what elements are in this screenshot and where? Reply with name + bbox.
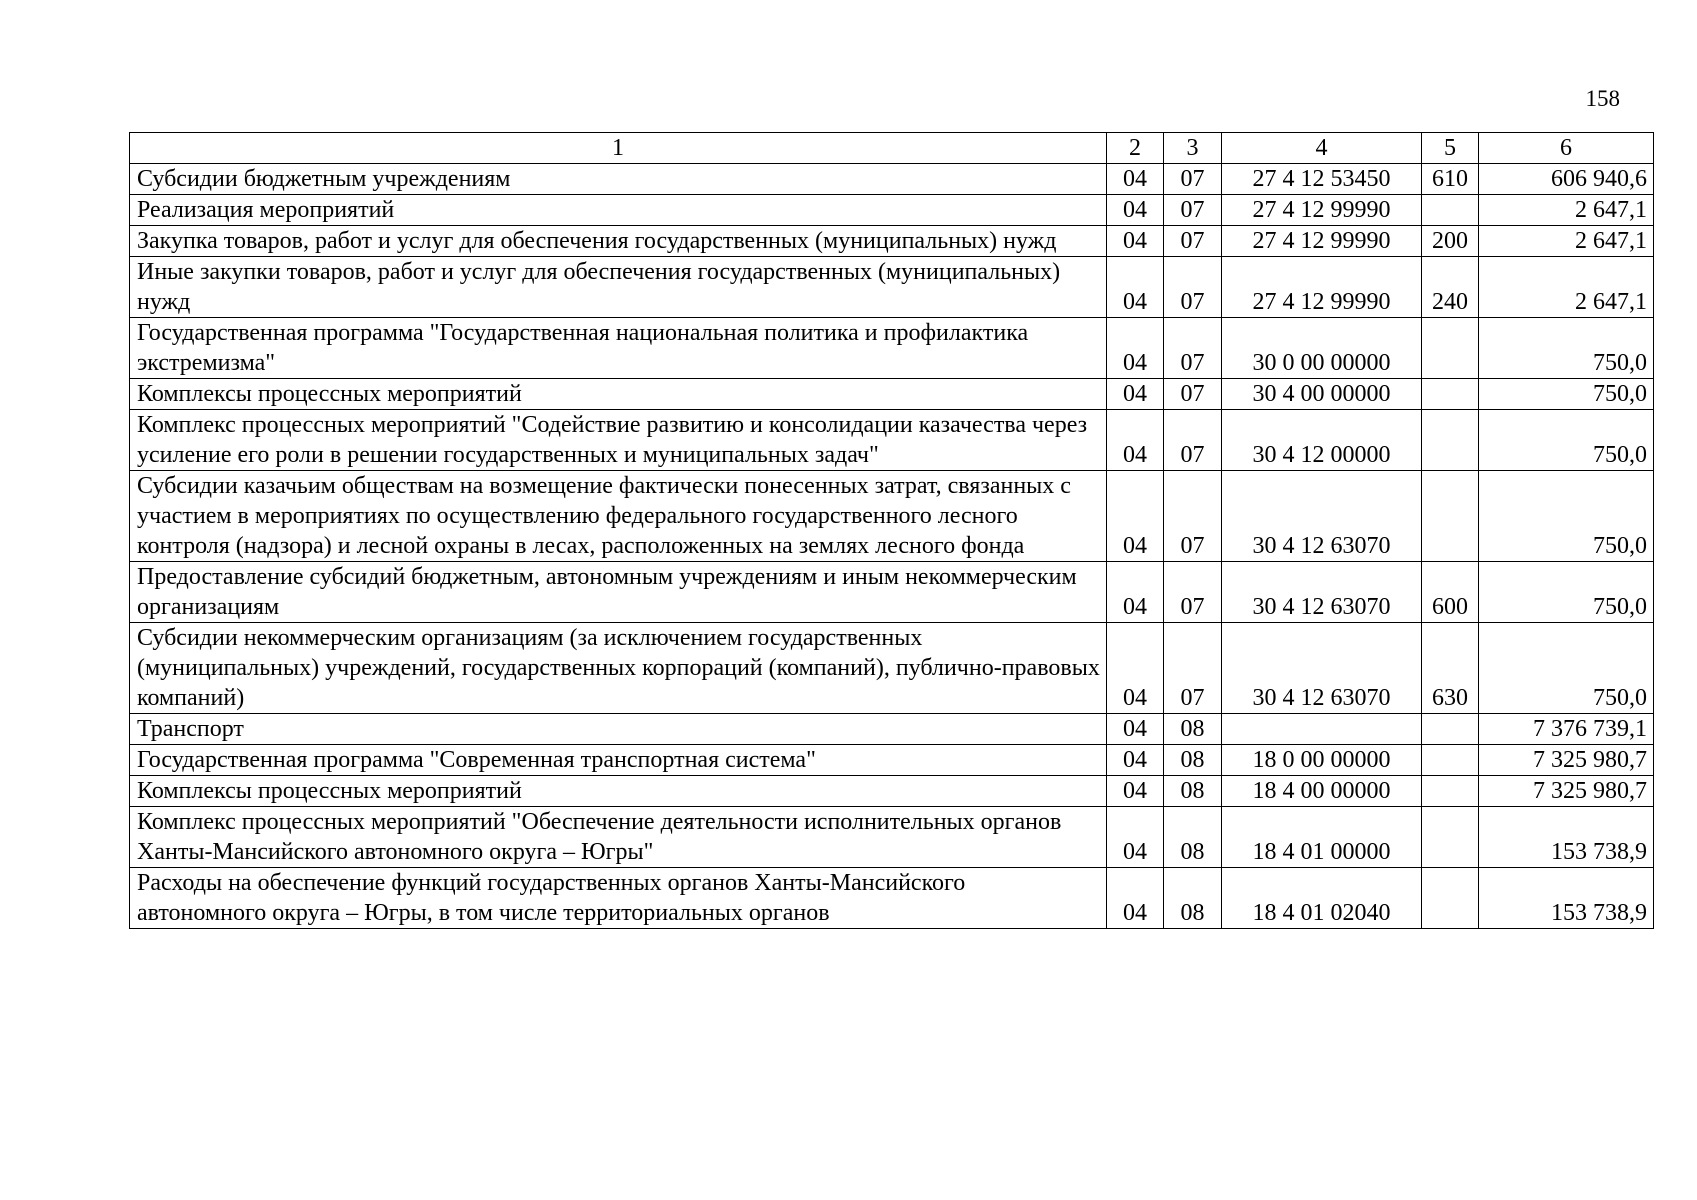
table-row [130, 318, 1654, 379]
target-code-cell: 30 4 00 00000 [1222, 379, 1422, 410]
expense-type-cell [1422, 379, 1479, 410]
section-code-cell: 04 [1107, 471, 1164, 562]
table-row [130, 257, 1654, 318]
column-header: 4 [1222, 133, 1422, 164]
budget-table [129, 132, 1654, 929]
subsection-code-cell: 08 [1164, 745, 1222, 776]
subsection-code-cell: 08 [1164, 714, 1222, 745]
expense-type-cell: 600 [1422, 562, 1479, 623]
section-code-cell: 04 [1107, 868, 1164, 929]
column-header: 6 [1479, 133, 1654, 164]
expense-type-cell [1422, 318, 1479, 379]
amount-cell: 153 738,9 [1479, 807, 1654, 868]
target-code-cell: 27 4 12 99990 [1222, 195, 1422, 226]
target-code-cell: 18 4 01 00000 [1222, 807, 1422, 868]
expense-name-cell: Комплексы процессных мероприятий [130, 776, 1107, 807]
expense-type-cell: 240 [1422, 257, 1479, 318]
amount-cell: 153 738,9 [1479, 868, 1654, 929]
target-code-cell: 18 0 00 00000 [1222, 745, 1422, 776]
target-code-cell: 27 4 12 99990 [1222, 226, 1422, 257]
section-code-cell: 04 [1107, 714, 1164, 745]
expense-name-cell: Субсидии бюджетным учреждениям [130, 164, 1107, 195]
expense-type-cell [1422, 714, 1479, 745]
amount-cell: 2 647,1 [1479, 257, 1654, 318]
subsection-code-cell: 07 [1164, 195, 1222, 226]
table-row [130, 623, 1654, 714]
expense-name-cell: Государственная программа "Современная транспортная система" [130, 745, 1107, 776]
expense-name-cell: Комплекс процессных мероприятий "Обеспечение деятельности исполнительных органов Ханты-Мансийского автономного округа – Югры" [130, 807, 1107, 868]
expense-name-cell: Транспорт [130, 714, 1107, 745]
section-code-cell: 04 [1107, 807, 1164, 868]
subsection-code-cell: 07 [1164, 379, 1222, 410]
section-code-cell: 04 [1107, 379, 1164, 410]
expense-name-cell: Субсидии некоммерческим организациям (за исключением государственных (муниципальных) учреждений, государственных корпораций (компаний), публично-правовых компаний) [130, 623, 1107, 714]
target-code-cell: 27 4 12 53450 [1222, 164, 1422, 195]
subsection-code-cell: 07 [1164, 164, 1222, 195]
expense-type-cell: 630 [1422, 623, 1479, 714]
column-header: 3 [1164, 133, 1222, 164]
table-row [130, 379, 1654, 410]
expense-type-cell [1422, 807, 1479, 868]
table-row [130, 195, 1654, 226]
subsection-code-cell: 07 [1164, 226, 1222, 257]
section-code-cell: 04 [1107, 318, 1164, 379]
target-code-cell: 30 4 12 63070 [1222, 471, 1422, 562]
expense-type-cell [1422, 195, 1479, 226]
expense-name-cell: Реализация мероприятий [130, 195, 1107, 226]
subsection-code-cell: 07 [1164, 318, 1222, 379]
section-code-cell: 04 [1107, 226, 1164, 257]
expense-name-cell: Закупка товаров, работ и услуг для обеспечения государственных (муниципальных) нужд [130, 226, 1107, 257]
subsection-code-cell: 08 [1164, 776, 1222, 807]
target-code-cell: 30 4 12 63070 [1222, 623, 1422, 714]
section-code-cell: 04 [1107, 195, 1164, 226]
expense-type-cell [1422, 410, 1479, 471]
section-code-cell: 04 [1107, 410, 1164, 471]
target-code-cell: 30 4 12 63070 [1222, 562, 1422, 623]
amount-cell: 750,0 [1479, 562, 1654, 623]
column-header: 2 [1107, 133, 1164, 164]
expense-name-cell: Комплексы процессных мероприятий [130, 379, 1107, 410]
target-code-cell: 18 4 00 00000 [1222, 776, 1422, 807]
target-code-cell [1222, 714, 1422, 745]
expense-name-cell: Иные закупки товаров, работ и услуг для обеспечения государственных (муниципальных) нужд [130, 257, 1107, 318]
table-row [130, 562, 1654, 623]
expense-name-cell: Расходы на обеспечение функций государственных органов Ханты-Мансийского автономного округа – Югры, в том числе территориальных органов [130, 868, 1107, 929]
expense-name-cell: Предоставление субсидий бюджетным, автономным учреждениям и иным некоммерческим организациям [130, 562, 1107, 623]
target-code-cell: 27 4 12 99990 [1222, 257, 1422, 318]
amount-cell: 750,0 [1479, 379, 1654, 410]
section-code-cell: 04 [1107, 562, 1164, 623]
section-code-cell: 04 [1107, 257, 1164, 318]
amount-cell: 750,0 [1479, 623, 1654, 714]
table-row [130, 868, 1654, 929]
section-code-cell: 04 [1107, 164, 1164, 195]
table-body [130, 164, 1654, 929]
target-code-cell: 30 4 12 00000 [1222, 410, 1422, 471]
subsection-code-cell: 08 [1164, 807, 1222, 868]
expense-type-cell [1422, 868, 1479, 929]
amount-cell: 606 940,6 [1479, 164, 1654, 195]
table-row [130, 776, 1654, 807]
section-code-cell: 04 [1107, 623, 1164, 714]
expense-type-cell [1422, 776, 1479, 807]
amount-cell: 750,0 [1479, 471, 1654, 562]
table-row [130, 714, 1654, 745]
expense-type-cell [1422, 471, 1479, 562]
table-row [130, 745, 1654, 776]
column-header: 1 [130, 133, 1107, 164]
target-code-cell: 30 0 00 00000 [1222, 318, 1422, 379]
table-row [130, 226, 1654, 257]
subsection-code-cell: 07 [1164, 257, 1222, 318]
column-header: 5 [1422, 133, 1479, 164]
table-header-row [130, 133, 1654, 164]
expense-name-cell: Государственная программа "Государственная национальная политика и профилактика экстремизма" [130, 318, 1107, 379]
expense-name-cell: Субсидии казачьим обществам на возмещение фактически понесенных затрат, связанных с участием в мероприятиях по осуществлению федерального государственного лесного контроля (надзора) и лесной охраны в лесах, расположенных на землях лесного фонда [130, 471, 1107, 562]
expense-type-cell: 610 [1422, 164, 1479, 195]
page-number: 158 [1585, 86, 1620, 111]
table-row [130, 410, 1654, 471]
subsection-code-cell: 07 [1164, 471, 1222, 562]
subsection-code-cell: 07 [1164, 410, 1222, 471]
subsection-code-cell: 07 [1164, 562, 1222, 623]
expense-type-cell [1422, 745, 1479, 776]
amount-cell: 2 647,1 [1479, 195, 1654, 226]
target-code-cell: 18 4 01 02040 [1222, 868, 1422, 929]
expense-name-cell: Комплекс процессных мероприятий "Содействие развитию и консолидации казачества через усиление его роли в решении государственных и муниципальных задач" [130, 410, 1107, 471]
amount-cell: 750,0 [1479, 410, 1654, 471]
amount-cell: 7 325 980,7 [1479, 745, 1654, 776]
section-code-cell: 04 [1107, 745, 1164, 776]
expense-type-cell: 200 [1422, 226, 1479, 257]
section-code-cell: 04 [1107, 776, 1164, 807]
table-row [130, 807, 1654, 868]
subsection-code-cell: 08 [1164, 868, 1222, 929]
subsection-code-cell: 07 [1164, 623, 1222, 714]
amount-cell: 7 376 739,1 [1479, 714, 1654, 745]
amount-cell: 750,0 [1479, 318, 1654, 379]
amount-cell: 2 647,1 [1479, 226, 1654, 257]
table-row [130, 471, 1654, 562]
amount-cell: 7 325 980,7 [1479, 776, 1654, 807]
table-row [130, 164, 1654, 195]
